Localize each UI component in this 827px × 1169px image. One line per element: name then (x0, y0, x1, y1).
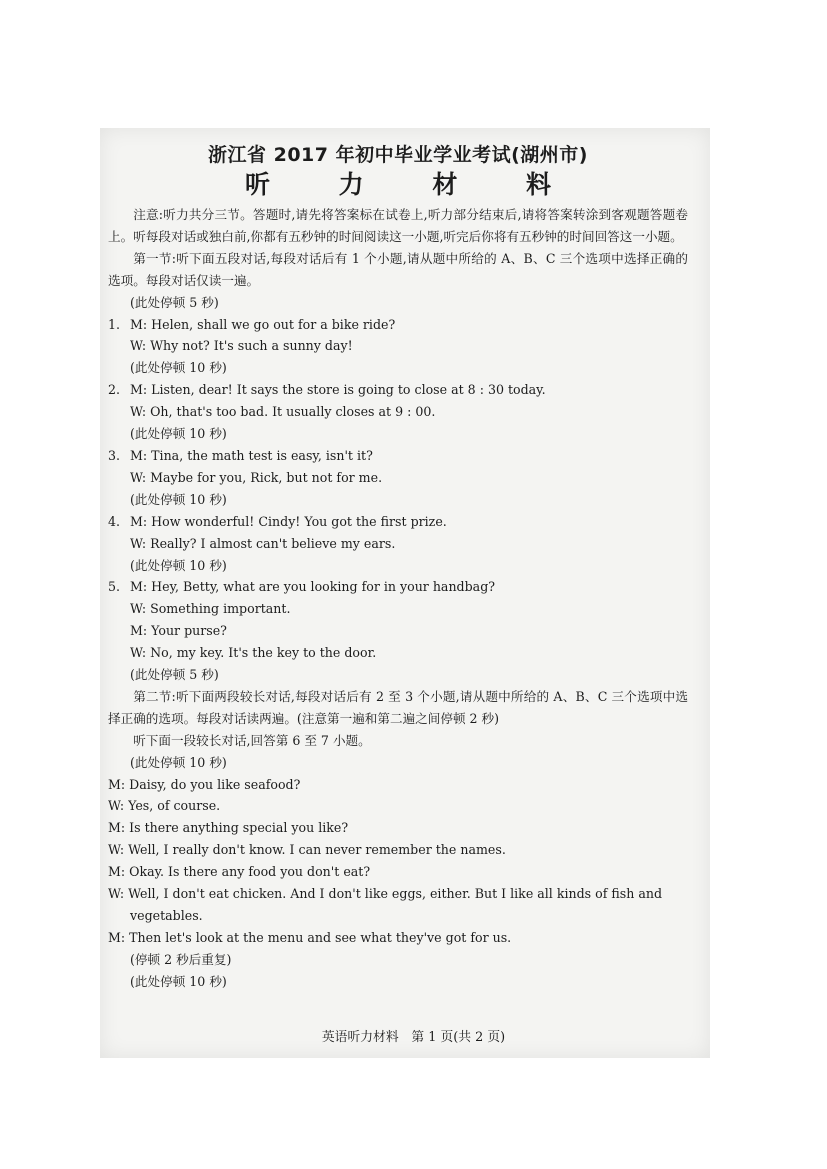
dialogue-line: M: Daisy, do you like seafood? (108, 776, 301, 792)
question-1 (108, 314, 688, 380)
question-4 (108, 511, 688, 577)
instructions: 注意:听力共分三节。答题时,请先将答案标在试卷上,听力部分结束后,请将答案转涂到客观题答题卷上。听每段对话或独白前,你都有五秒钟的时间阅读这一小题,听完后你将有五秒钟的时间回答这一小题。 (108, 207, 688, 244)
question-number: 3. (108, 447, 121, 463)
dialogue-line: M: Your purse? (130, 623, 227, 639)
section2-intro: 听下面一段较长对话,回答第 6 至 7 小题。 (133, 732, 371, 748)
question-number: 5. (108, 579, 121, 595)
dialogue-line: W: Really? I almost can't believe my ears. (130, 535, 396, 551)
dialogue-line: W: Why not? It's such a sunny day! (130, 338, 353, 354)
pause-note: (此处停顿 10 秒) (130, 360, 227, 376)
dialogue-line: M: Listen, dear! It says the store is going to close at 8 : 30 today. (130, 382, 546, 398)
dialogue-line: W: Well, I don't eat chicken. And I don't like eggs, either. But I like all kinds of fish and (108, 886, 663, 902)
dialogue-line: M: Hey, Betty, what are you looking for in your handbag? (130, 579, 496, 595)
question-5 (108, 576, 688, 686)
pause-note: (此处停顿 10 秒) (130, 973, 227, 989)
dialogue-line: W: Well, I really don't know. I can never remember the names. (108, 842, 506, 858)
dialogue-line: M: Then let's look at the menu and see what they've got for us. (108, 929, 512, 945)
pause-note: (此处停顿 5 秒) (130, 667, 219, 683)
dialogue-line: M: Okay. Is there any food you don't eat? (108, 864, 371, 880)
question-number: 1. (108, 316, 121, 332)
dialogue-line: W: Oh, that's too bad. It usually closes at 9 : 00. (130, 404, 436, 420)
question-2 (108, 379, 688, 445)
dialogue-line: W: Maybe for you, Rick, but not for me. (130, 469, 383, 485)
question-number: 4. (108, 513, 121, 529)
document-body (108, 142, 688, 993)
pause-note: (此处停顿 5 秒) (130, 294, 219, 310)
section2-heading: 第二节:听下面两段较长对话,每段对话后有 2 至 3 个小题,请从题中所给的 A、B、C 三个选项中选择正确的选项。每段对话读两遍。(注意第一遍和第二遍之间停顿 2 秒) (108, 688, 688, 726)
exam-title: 浙江省 2017 年初中毕业学业考试(湖州市) (208, 144, 588, 166)
dialogue-line: W: Yes, of course. (108, 798, 221, 814)
repeat-note: (停顿 2 秒后重复) (130, 951, 232, 967)
dialogue-line: M: Is there anything special you like? (108, 820, 349, 836)
pause-note: (此处停顿 10 秒) (130, 491, 227, 507)
question-3 (108, 445, 688, 511)
pause-note: (此处停顿 10 秒) (130, 426, 227, 442)
dialogue-line: W: No, my key. It's the key to the door. (130, 645, 377, 661)
page-footer: 英语听力材料 第 1 页(共 2 页) (321, 1030, 506, 1045)
question-number: 2. (108, 382, 121, 398)
dialogue-line: M: Tina, the math test is easy, isn't it? (130, 447, 373, 463)
pause-note: (此处停顿 10 秒) (130, 754, 227, 770)
section1-heading: 第一节:听下面五段对话,每段对话后有 1 个小题,请从题中所给的 A、B、C 三个选项中选择正确的选项。每段对话仅读一遍。 (108, 250, 688, 288)
dialogue-line: W: Something important. (130, 601, 291, 617)
document-heading: 听 力 材 料 (244, 170, 582, 199)
dialogue-line-continuation: vegetables. (130, 908, 203, 923)
dialogue-line: M: How wonderful! Cindy! You got the first prize. (130, 513, 447, 529)
dialogue-line: M: Helen, shall we go out for a bike ride? (130, 316, 396, 332)
pause-note: (此处停顿 10 秒) (130, 557, 227, 573)
